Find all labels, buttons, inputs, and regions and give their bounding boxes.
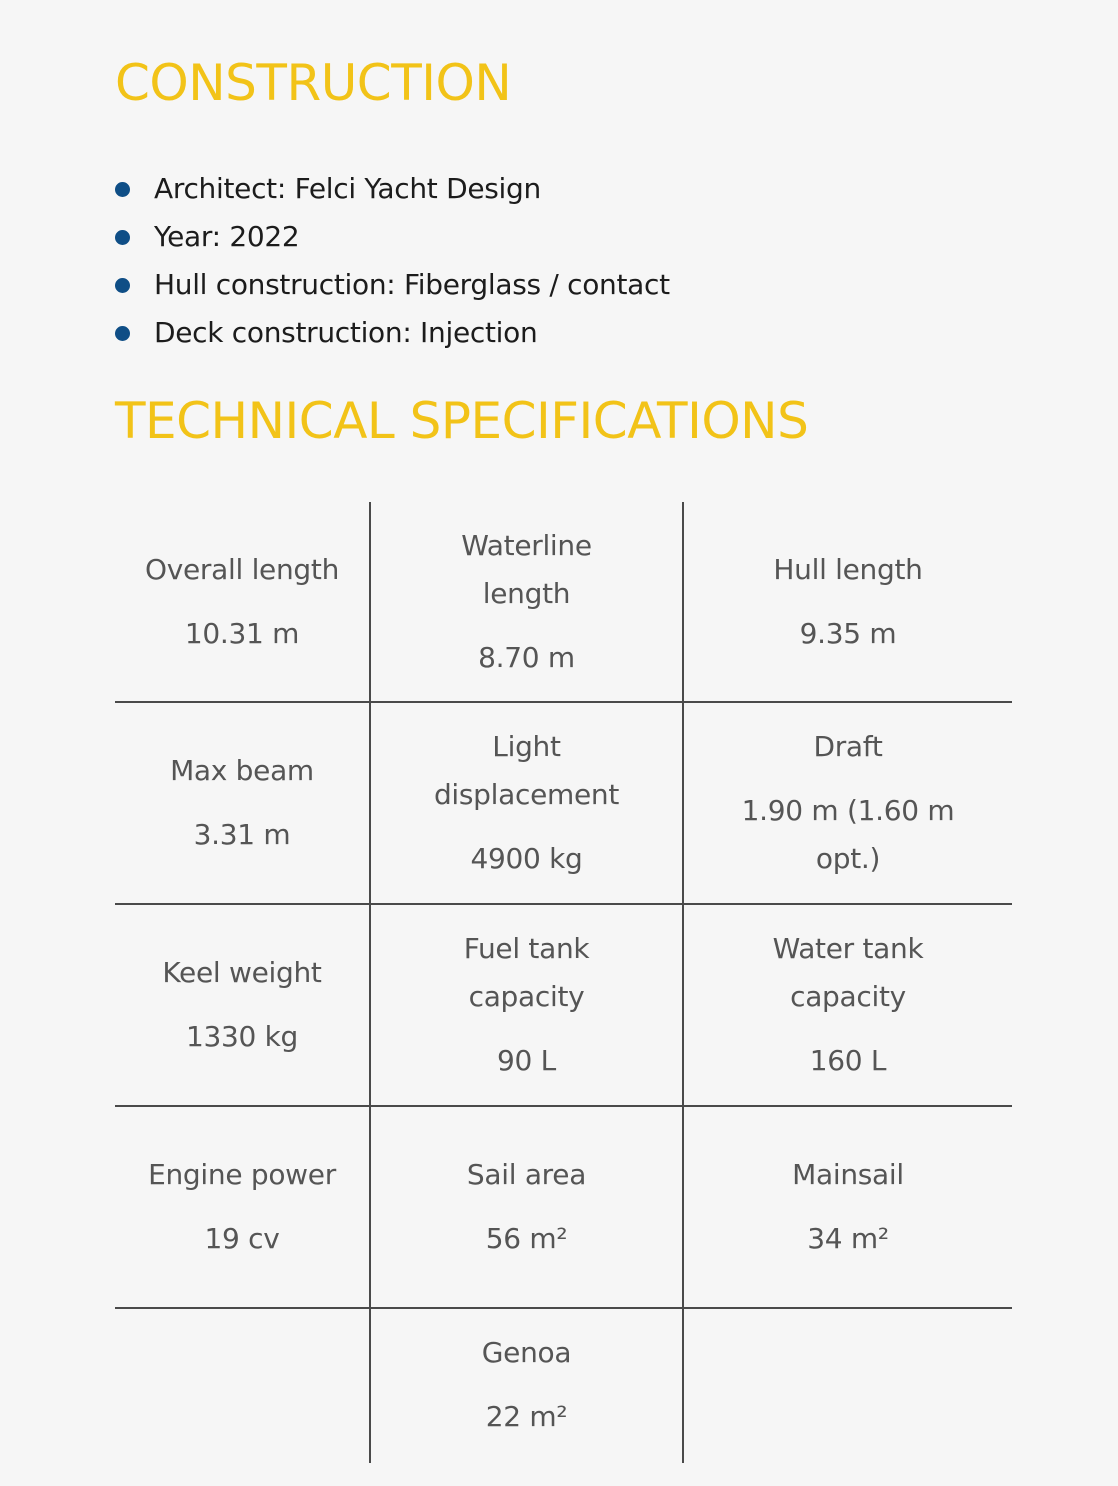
table-row	[115, 1309, 1012, 1463]
spec-hull-length	[684, 502, 1012, 701]
spec-value: 1.90 m (1.60 m opt.)	[741, 794, 955, 875]
spec-label: Waterline length	[461, 528, 592, 610]
spec-value: 22 m²	[485, 1400, 568, 1433]
table-row	[115, 703, 1012, 905]
bullet-icon	[115, 182, 130, 197]
spec-genoa	[371, 1309, 684, 1463]
list-item	[115, 310, 670, 358]
list-item-text: Architect: Felci Yacht Design	[154, 172, 541, 205]
technical-specifications-heading: TECHNICAL SPECIFICATIONS	[115, 392, 809, 450]
bullet-icon	[115, 278, 130, 293]
spec-empty-cell	[684, 1309, 1012, 1463]
spec-label: Hull length	[773, 552, 923, 586]
list-item-text: Deck construction: Injection	[154, 316, 538, 349]
construction-heading: CONSTRUCTION	[115, 54, 512, 112]
spec-label: Sail area	[466, 1158, 587, 1191]
list-item	[115, 166, 670, 214]
spec-label: Water tank capacity	[772, 932, 924, 1013]
list-item-text: Hull construction: Fiberglass / contact	[154, 268, 670, 301]
spec-waterline-length	[371, 502, 684, 701]
spec-overall-length	[115, 502, 371, 701]
list-item-text: Year: 2022	[154, 220, 300, 253]
spec-sail-area	[371, 1107, 684, 1307]
spec-label: Engine power	[148, 1158, 336, 1191]
list-item	[115, 214, 670, 262]
spec-value: 1330 kg	[185, 1020, 299, 1053]
spec-engine-power	[115, 1107, 371, 1307]
spec-label: Overall length	[145, 552, 340, 586]
spec-value: 90 L	[497, 1044, 556, 1077]
spec-fuel-tank-capacity	[371, 905, 684, 1105]
spec-label: Fuel tank capacity	[463, 932, 590, 1013]
table-row	[115, 502, 1012, 703]
spec-label: Light displacement	[433, 730, 620, 811]
list-item	[115, 262, 670, 310]
specifications-table	[115, 502, 1012, 1463]
spec-value: 8.70 m	[478, 640, 575, 674]
spec-label: Genoa	[481, 1336, 572, 1369]
bullet-icon	[115, 230, 130, 245]
spec-max-beam	[115, 703, 371, 903]
spec-label: Keel weight	[162, 956, 322, 989]
table-row	[115, 905, 1012, 1107]
spec-water-tank-capacity	[684, 905, 1012, 1105]
spec-label: Draft	[813, 730, 883, 763]
spec-value: 3.31 m	[193, 818, 291, 851]
construction-list	[115, 166, 670, 358]
spec-light-displacement	[371, 703, 684, 903]
table-row	[115, 1107, 1012, 1309]
bullet-icon	[115, 326, 130, 341]
spec-empty-cell	[115, 1309, 371, 1463]
spec-value: 160 L	[809, 1044, 887, 1077]
spec-mainsail	[684, 1107, 1012, 1307]
spec-value: 19 cv	[204, 1222, 280, 1255]
spec-label: Mainsail	[792, 1158, 904, 1191]
spec-value: 10.31 m	[184, 616, 300, 650]
spec-value: 9.35 m	[799, 616, 897, 650]
spec-draft	[684, 703, 1012, 903]
spec-value: 56 m²	[485, 1222, 568, 1255]
spec-value: 34 m²	[807, 1222, 889, 1255]
spec-label: Max beam	[170, 754, 314, 787]
spec-value: 4900 kg	[470, 842, 583, 875]
spec-keel-weight	[115, 905, 371, 1105]
